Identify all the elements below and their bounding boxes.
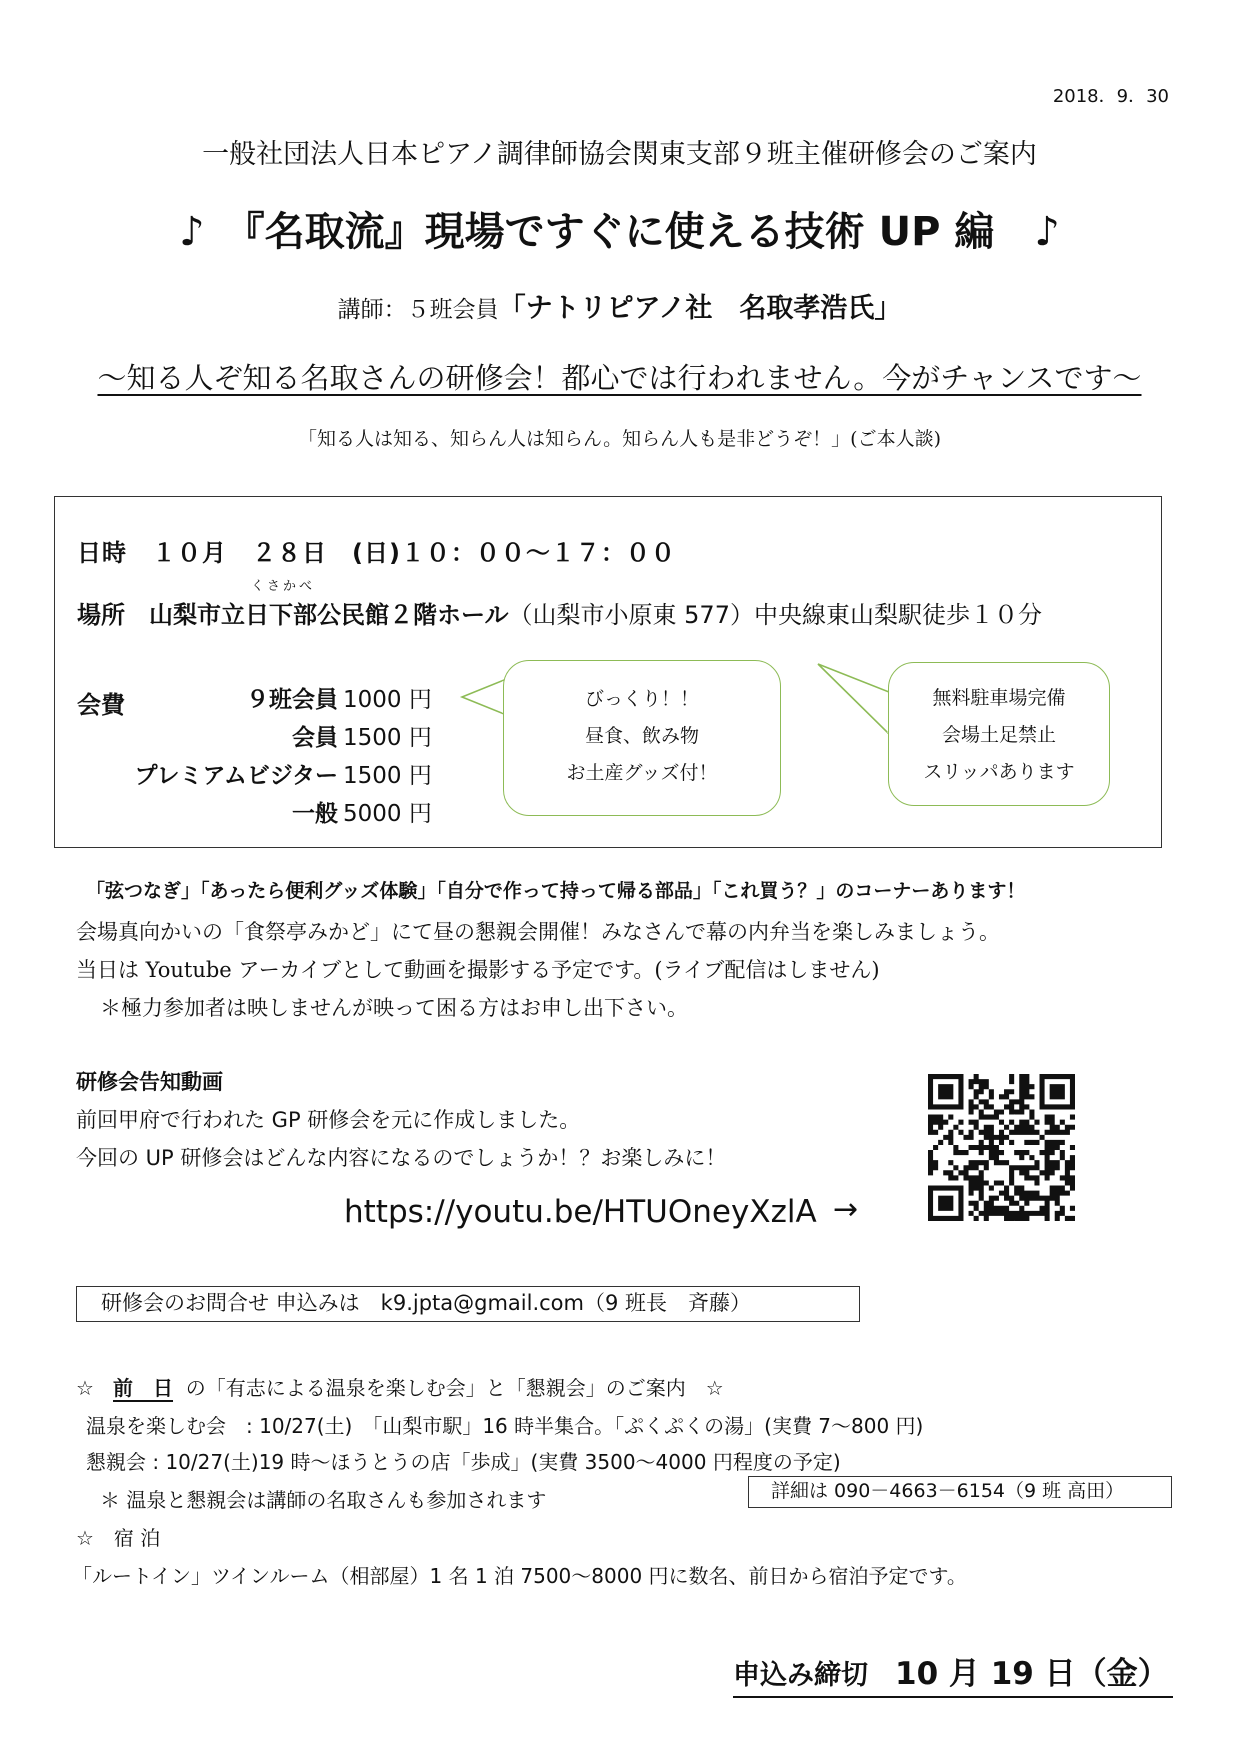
fee-amount: 1500 円 — [343, 725, 432, 751]
parking-callout — [888, 662, 1110, 806]
place-reading-ruby: くさかべ — [251, 579, 316, 594]
tagline-text: ～知る人ぞ知る名取さんの研修会！都心では行われません。今がチャンスです～ — [97, 361, 1142, 395]
main-title: ♪ 『名取流』現場ですぐに使える技術 UP 編 ♪ — [179, 209, 1060, 255]
video-url-link[interactable]: https://youtu.be/HTUOneyXzlA — [344, 1194, 817, 1230]
lecturer-quote: 「知る人は知る、知らん人は知らん。知らん人も是非どうぞ！」(ご本人談) — [298, 428, 941, 450]
fee-amount: 5000 円 — [343, 801, 432, 827]
lecturer-line — [0, 286, 1239, 325]
lecturer-name: 「ナトリピアノ社 名取孝浩氏」 — [498, 293, 902, 324]
place-name: 場所 山梨市立日下部公民館２階ホール — [77, 601, 509, 629]
event-datetime: 日時 １０月 ２８日 (日)１０：００～１７：００ — [77, 539, 676, 567]
party-info: 懇親会 : 10/27(土)19 時～ほうとうの店「歩成」(実費 3500～4000 円程度の予定) — [86, 1450, 841, 1474]
organizer-title: 一般社団法人日本ピアノ調律師協会関東支部９班主催研修会のご案内 — [202, 139, 1037, 170]
star-icon: ☆ — [76, 1376, 94, 1400]
corners-note: 「弦つなぎ」「あったら便利グッズ体験」「自分で作って持って帰る部品」「これ買う？」のコーナーあります！ — [86, 880, 1026, 902]
event-place — [77, 595, 1042, 630]
promo-heading: 研修会告知動画 — [76, 1070, 223, 1094]
eve-heading-text: の「有志による温泉を楽しむ会」と「懇親会」のご案内 ☆ — [185, 1376, 724, 1400]
fee-category: プレミアムビジター — [134, 763, 338, 789]
onsen-info: 温泉を楽しむ会 : 10/27(土) 「山梨市駅」16 時半集合。「ぷくぷくの湯」(実費 7～800 円) — [86, 1414, 924, 1438]
deadline-label: 申込み締切 — [733, 1660, 895, 1691]
callout-line: びっくり！！ — [584, 688, 699, 710]
fee-category: ９班会員 — [246, 687, 338, 713]
eve-heading — [76, 1372, 724, 1401]
deadline — [733, 1648, 1173, 1698]
lunch-callout — [503, 660, 781, 816]
fee-category: 一般 — [292, 801, 338, 827]
detail-contact-box: 詳細は 090－4663－6154（9 班 高田） — [748, 1476, 1172, 1508]
tagline — [0, 356, 1239, 397]
callout-line: 昼食、飲み物 — [584, 725, 699, 747]
contact-box: 研修会のお問合せ 申込みは k9.jpta@gmail.com（9 班長 斉藤） — [76, 1286, 860, 1322]
qr-code[interactable] — [928, 1074, 1075, 1221]
fee-amount: 1500 円 — [343, 763, 432, 789]
callout-line: 会場土足禁止 — [941, 724, 1056, 746]
document-date: 2018．9．30 — [1052, 86, 1169, 107]
fee-category: 会員 — [292, 725, 338, 751]
callout-line: 無料駐車場完備 — [932, 687, 1066, 709]
deadline-date: 10 月 19 日（金） — [895, 1656, 1169, 1692]
lunch-note: 会場真向かいの「食祭亭みかど」にて昼の懇親会開催！みなさんで幕の内弁当を楽しみましょう。 — [76, 920, 1000, 944]
lodging-heading: ☆ 宿 泊 — [76, 1526, 161, 1550]
lodging-info: 「ルートイン」ツインルーム（相部屋）1 名 1 泊 7500～8000 円に数名、前日から宿泊予定です。 — [72, 1564, 967, 1588]
lecturer-label: 講師：５班会員 — [337, 297, 499, 323]
callout-line: スリッパあります — [923, 761, 1075, 783]
promo-line: 前回甲府で行われた GP 研修会を元に作成しました。 — [76, 1108, 581, 1132]
place-address: （山梨市小原東 577）中央線東山梨駅徒歩１０分 — [508, 601, 1042, 629]
callout-line: お土産グッズ付！ — [566, 762, 718, 784]
right-arrow-icon: → — [833, 1192, 859, 1227]
youtube-note: 当日は Youtube アーカイブとして動画を撮影する予定です。(ライブ配信はしません) — [76, 958, 880, 982]
fee-label: 会費 — [77, 691, 125, 719]
fee-amount: 1000 円 — [343, 687, 432, 713]
teacher-note: ＊ 温泉と懇親会は講師の名取さんも参加されます — [100, 1488, 547, 1512]
camera-note: ＊極力参加者は映しませんが映って困る方はお申し出下さい。 — [100, 996, 688, 1020]
promo-line: 今回の UP 研修会はどんな内容になるのでしょうか！？お楽しみに！ — [76, 1146, 727, 1170]
eve-label: 前 日 — [113, 1376, 174, 1400]
